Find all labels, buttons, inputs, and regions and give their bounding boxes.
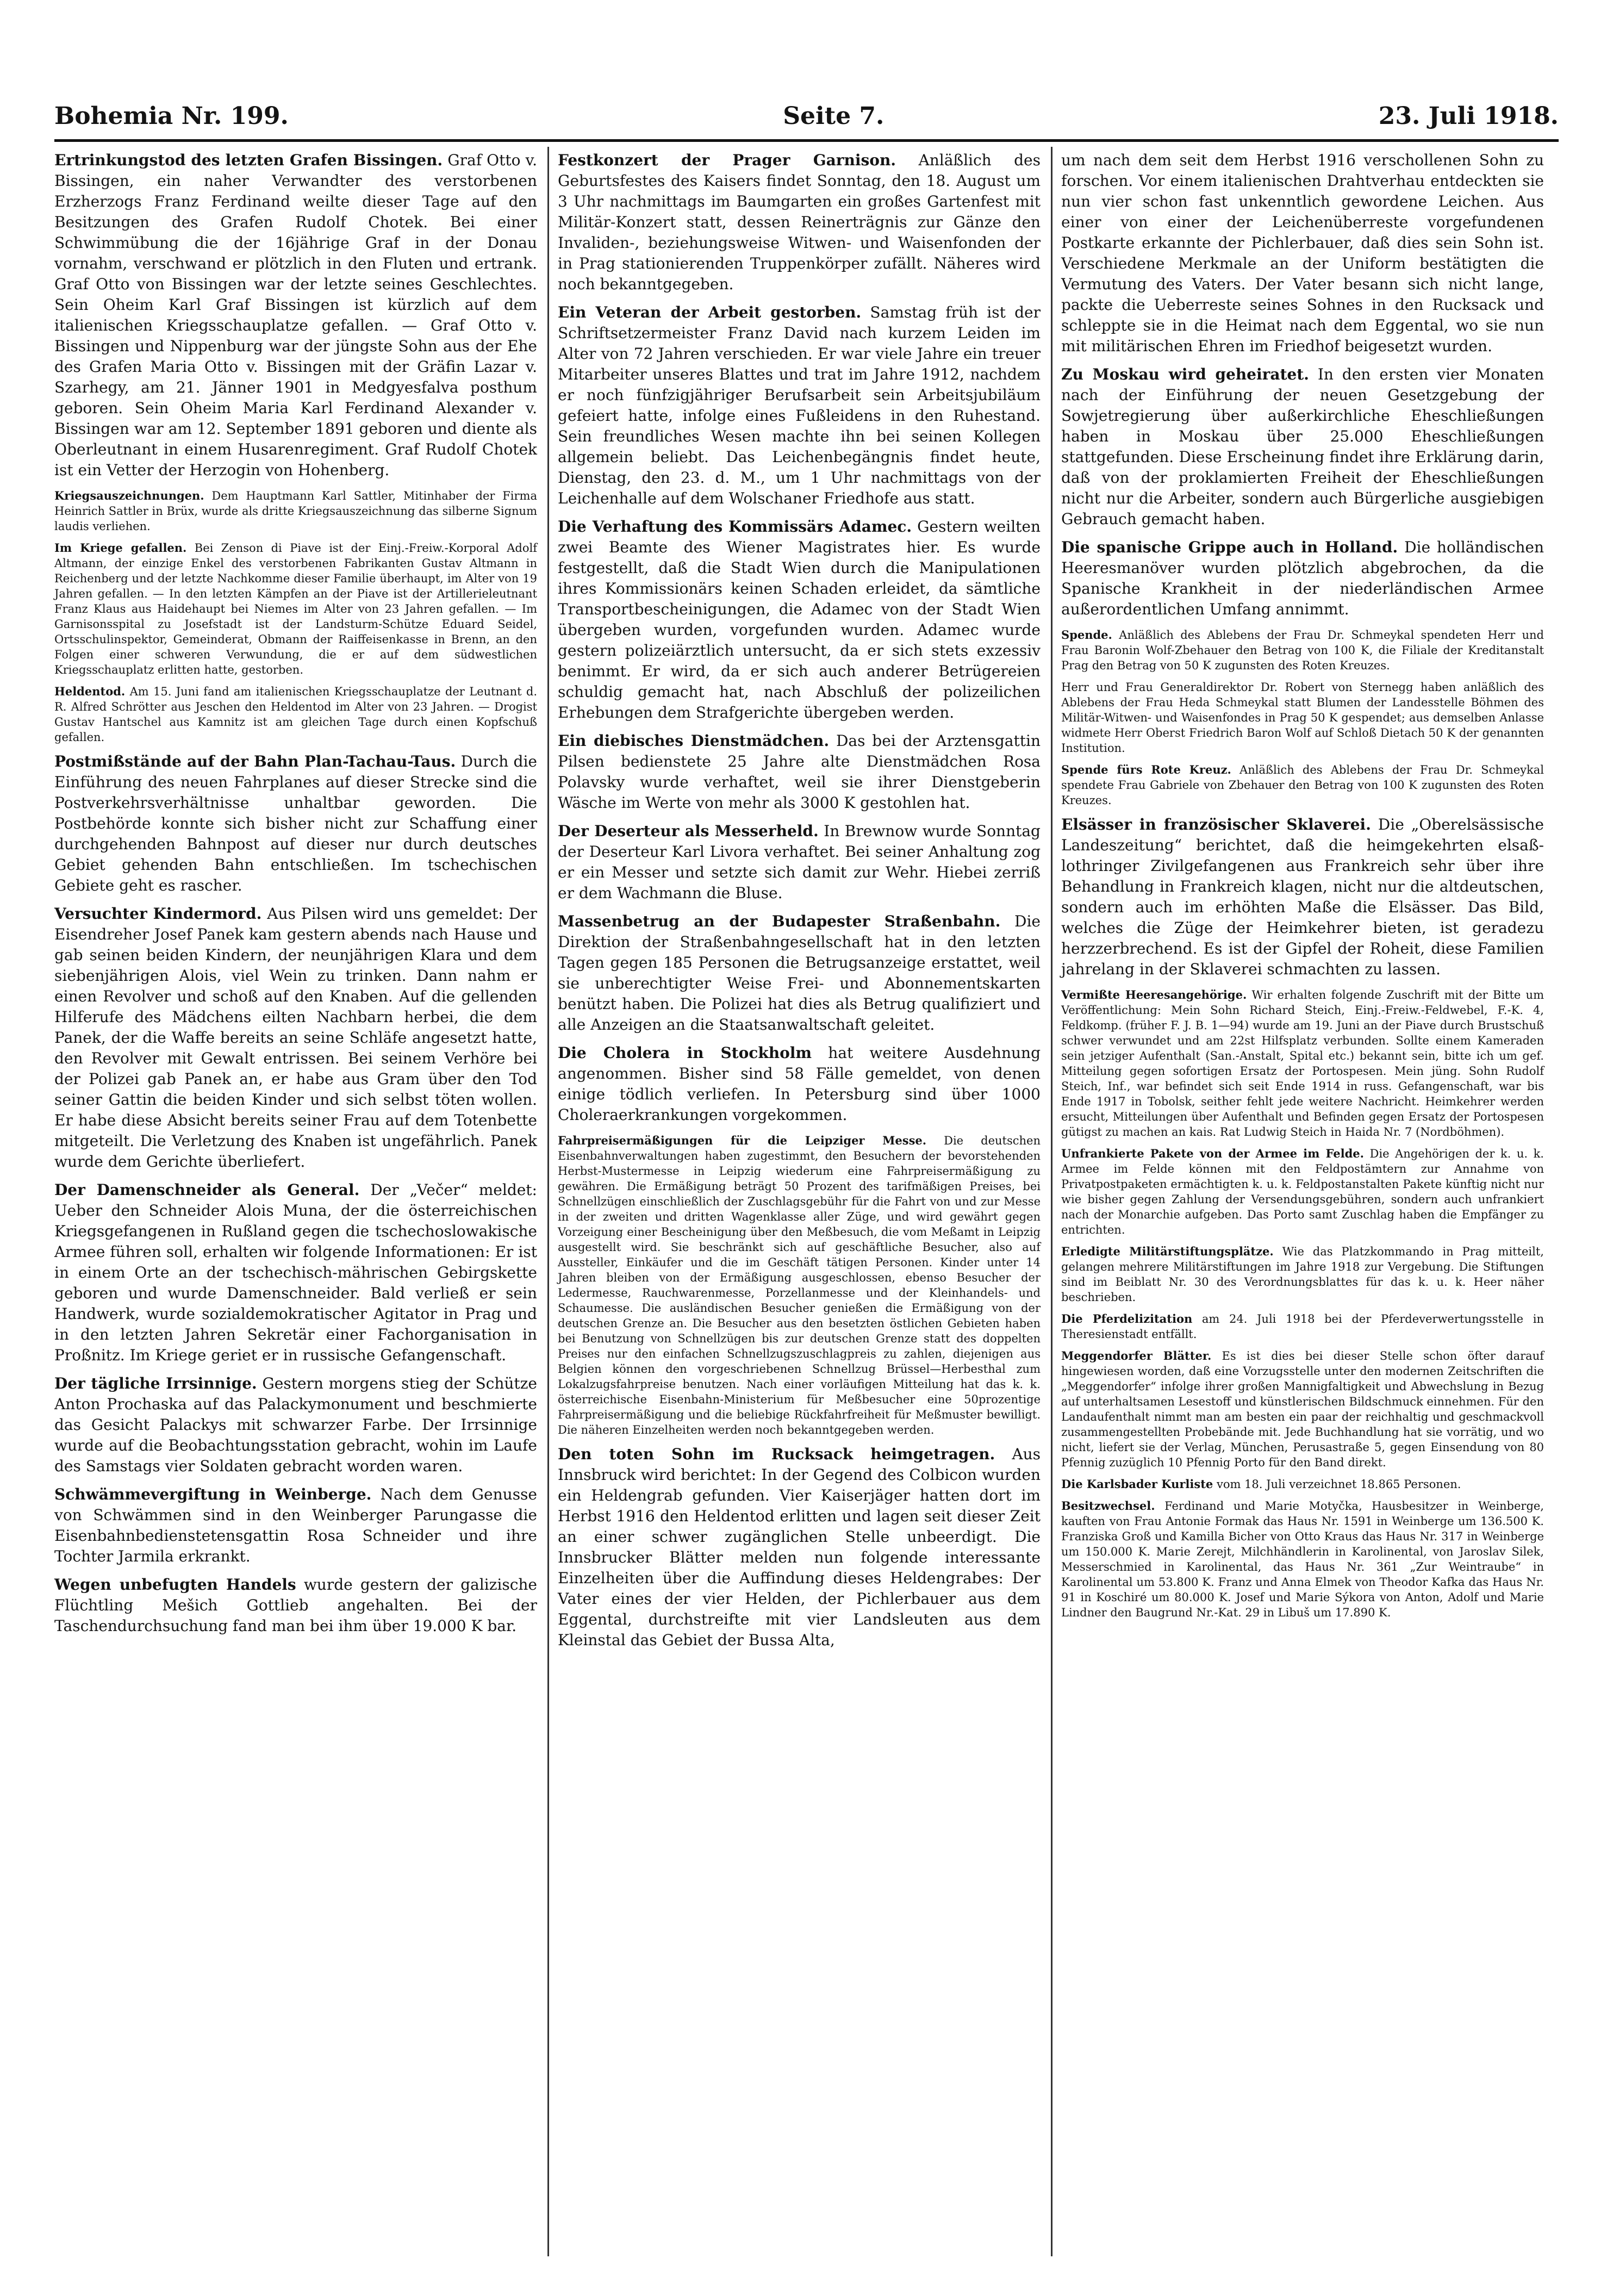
news-headline: Im Kriege gefallen.: [54, 541, 187, 555]
news-body: Anläßlich des Geburtsfestes des Kaisers findet Sonntag, den 18. August um 3 Uhr nachmittags im Baumgarten ein großes Gartenfest mit Militär-Konzert statt, dessen Reinerträgnis zur Gänze den Invaliden-, beziehungsweise Witwen- und Waisenfonden der in Prag stationierenden Truppenkörper zufällt. Näheres wird noch bekanntgegeben.: [558, 151, 1041, 293]
news-item: [1061, 627, 1544, 673]
news-headline: Der Deserteur als Messerheld.: [558, 822, 819, 840]
news-item: [1061, 762, 1544, 808]
news-item: [558, 1043, 1041, 1125]
news-item: [1061, 987, 1544, 1140]
news-headline: Die Cholera in Stockholm: [558, 1044, 812, 1062]
news-body: Herr und Frau Generaldirektor Dr. Robert von Sternegg haben anläßlich des Ablebens der Frau Heda Schmeykal statt Blumen der Landesstelle Böhmen des Militär-Witwen- und Waisenfondes in Prag 50 K gespendet; aus demselben Anlasse widmete Herr Oberst Friedrich Baron Wolf auf Schloß Dietach 50 K der genannten Institution.: [1061, 681, 1544, 755]
news-body: am 24. Juli 1918 bei der Pferdeverwertungsstelle in Theresienstadt entfällt.: [1061, 1312, 1544, 1341]
news-headline: Die Verhaftung des Kommissärs Adamec.: [558, 518, 912, 536]
news-body: Die „Oberelsässische Landeszeitung“ berichtet, daß die heimgekehrten elsaß-lothringer Zivilgefangenen aus Frankreich sehr über ihre Behandlung in Frankreich klagen, nicht nur die altdeutschen, sondern auch im erhöhten Maße die Elsässer. Das Bild, welches die Züge der Heimkehrer bieten, ist geradezu herzzerbrechend. Es ist der Gipfel der Roheit, diese Familien jahrelang in der Sklaverei schmachten zu lassen.: [1061, 816, 1545, 978]
masthead-issue: Bohemia Nr. 199.: [54, 102, 289, 130]
news-item: [1061, 814, 1544, 980]
news-item: [1061, 1348, 1544, 1470]
news-body: vom 18. Juli verzeichnet 18.865 Personen.: [1216, 1478, 1461, 1491]
news-headline: Ertrinkungstod des letzten Grafen Bissingen.: [54, 151, 443, 169]
issue-date: 23. Juli 1918.: [1378, 102, 1559, 130]
news-headline: Festkonzert der Prager Garnison.: [558, 151, 896, 169]
news-body: Die deutschen Eisenbahnverwaltungen haben zugestimmt, den Besuchern der bevorstehenden Herbst-Mustermesse in Leipzig wiederum eine Fahrpreisermäßigung zu gewähren. Die Ermäßigung beträgt 50 Prozent des tarifmäßigen Preises, bei Schnellzügen einschließlich der Zuschlagsgebühr für die Fahrt von und zur Messe in der zweiten und dritten Wagenklasse aller Züge, und wird gewährt gegen Vorzeigung einer Bescheinigung über den Meßbesuch, die vom Meßamt in Leipzig ausgestellt wird. Sie beschränkt sich auf geschäftliche Besucher, also auf Aussteller, Einkäufer und die im Geschäft tätigen Personen. Kinder unter 14 Jahren bleiben von der Ermäßigung ausgeschlossen, ebenso Besucher der Ledermesse, Rauchwarenmesse, Porzellanmesse und der Kleinhandels- und Schaumesse. Die ausländischen Besucher genießen die Ermäßigung von der deutschen Grenze an. Die Besucher aus den besetzten östlichen Gebieten haben bei Benutzung von Schnellzügen bis zur deutschen Grenze statt des doppelten Preises nur den einfachen Schnellzugszuschlagpreis zu zahlen, diejenigen aus Belgien können den vorgeschriebenen Schnellzug Brüssel—Herbesthal zum Lokalzugsfahrpreise benutzen. Nach einer vorläufigen Mitteilung hat das k. k. österreichische Eisenbahn-Ministerium für Meßbesucher eine 50prozentige Fahrpreisermäßigung und die beliebige Rückfahrfreiheit für Meßmuster bewilligt. Die näheren Einzelheiten werden noch bekanntgegeben werden.: [558, 1134, 1041, 1436]
page-number: Seite 7.: [783, 102, 885, 130]
news-item: [54, 1373, 537, 1477]
news-body: Die Angehörigen der k. u. k. Armee im Felde können mit den Feldpostämtern zur Annahme von Privatpostpaketen ermächtigten k. u. k. Feldpostanstalten Pakete künftig nicht nur wie bisher gegen Zahlung der Versendungsgebühren, sondern auch unfrankiert nach der Monarchie aufgeben. Das Porto samt Zuschlag haben die Empfänger zu entrichten.: [1061, 1147, 1544, 1236]
news-headline: Meggendorfer Blätter.: [1061, 1349, 1212, 1362]
news-body: Aus Innsbruck wird berichtet: In der Gegend des Colbicon wurden ein Heldengrab gefunden. Vier Kaiserjäger hatten dort im Herbst 1916 den Heldentod erlitten und lagen seit dieser Zeit an einer schwer zugänglichen Stelle unbeerdigt. Die Innsbrucker Blätter melden nun folgende interessante Einzelheiten über die Auffindung dieses Heldengrabes: Der Vater eines der vier Helden, der Pichlerbauer aus dem Eggental, durchstreifte mit vier Landsleuten aus dem Kleinstal das Gebiet der Bussa Alta,: [558, 1445, 1041, 1649]
news-body: Gestern morgens stieg der Schütze Anton Prochaska auf das Palackymonument und beschmierte das Gesicht Palackys mit schwarzer Farbe. Der Irrsinnige wurde auf die Beobachtungsstation gebracht, wohin im Laufe des Samstags vier Soldaten gebracht worden waren.: [54, 1374, 537, 1475]
news-headline: Fahrpreisermäßigungen für die Leipziger Messe.: [558, 1134, 927, 1147]
news-item: [54, 150, 537, 481]
news-headline: Der Damenschneider als General.: [54, 1181, 360, 1199]
news-body: Es ist dies bei dieser Stelle schon öfter darauf hingewiesen worden, daß eine Vorzugsstelle unter den modernen Zeitschriften die „Meggendorfer“ infolge ihrer großen Mannigfaltigkeit und Abwechslung in Bezug auf unterhaltsamen Lesestoff und künstlerischen Bildschmuck einnehmen. Für den Landaufenthalt nimmt man am besten ein paar der reichhaltig und geschmackvoll zusammengestellten Probebände mit. Jede Buchhandlung hat sie vorrätig, und wo nicht, liefert sie der Verlag, München, Perusastraße 5, gegen Einsendung von 80 Pfennig zuzüglich 10 Pfennig Porto für den Band direkt.: [1061, 1349, 1544, 1469]
news-item: [1061, 680, 1544, 756]
page-header: [54, 97, 1559, 135]
news-body: Der „Večer“ meldet: Ueber den Schneider Alois Muna, der die österreichischen Kriegsgefangenen in Rußland gegen die tschechoslowakische Armee führen soll, erhalten wir folgende Informationen: Er ist in einem Orte an der tschechisch-mährischen Gebirgskette geboren und wurde Damenschneider. Bald verließ er sein Handwerk, wurde sozialdemokratischer Agitator in Prag und in den letzten Jahren Sekretär einer Fachorganisation in Proßnitz. Im Kriege geriet er in russische Gefangenschaft.: [54, 1181, 537, 1364]
news-body: Durch die Einführung des neuen Fahrplanes auf dieser Strecke sind die Postverkehrsverhältnisse unhaltbar geworden. Die Postbehörde konnte sich bisher nicht zur Schaffung einer durchgehenden Bahnpost auf dieser nur durch deutsches Gebiet gehenden Bahn entschließen. Im tschechischen Gebiete geht es rascher.: [54, 752, 538, 894]
news-item: [54, 684, 537, 745]
news-body: Dem Hauptmann Karl Sattler, Mitinhaber der Firma Heinrich Sattler in Brüx, wurde als dritte Kriegsauszeichnung das silberne Signum laudis verliehen.: [54, 489, 537, 533]
news-item: [1061, 1498, 1544, 1620]
news-headline: Spende.: [1061, 628, 1112, 642]
column-divider: [1051, 147, 1053, 2256]
news-item: [1061, 150, 1544, 357]
news-headline: Unfrankierte Pakete von der Armee im Felde.: [1061, 1147, 1364, 1160]
news-headline: Postmißstände auf der Bahn Plan-Tachau-Taus.: [54, 752, 456, 770]
news-body: hat weitere Ausdehnung angenommen. Bisher sind 58 Fälle gemeldet, von denen einige tödlich verliefen. In Petersburg sind über 1000 Choleraerkrankungen vorgekommen.: [558, 1044, 1041, 1124]
news-headline: Die Karlsbader Kurliste: [1061, 1477, 1213, 1491]
news-body: Die holländischen Heeresmanöver wurden plötzlich abgebrochen, da die Spanische Krankheit in der niederländischen Armee außerordentlichen Umfang annimmt.: [1061, 538, 1544, 618]
news-item: [558, 517, 1041, 723]
header-rule: [54, 139, 1559, 142]
news-body: Aus Pilsen wird uns gemeldet: Der Eisendreher Josef Panek kam gestern abends nach Hause und gab seinen beiden Kindern, der neunjährigen Klara und dem siebenjährigen Alois, viel Wein zu trinken. Dann nahm er einen Revolver und schoß auf den Knaben. Auf die gellenden Hilferufe des Mädchens eilten Nachbarn herbei, die dem Panek, der die Waffe bereits an seine Schläfe angesetzt hatte, den Revolver mit Gewalt entrissen. Bei seinem Verhöre bei der Polizei gab Panek an, er habe aus Gram über den Tod seiner Gattin die beiden Kinder und sich selbst töten wollen. Er habe diese Absicht bereits seiner Frau auf dem Totenbette mitgeteilt. Die Verletzung des Knaben ist ungefährlich. Panek wurde dem Gerichte überliefert.: [54, 905, 538, 1171]
news-item: [558, 150, 1041, 295]
news-body: In Brewnow wurde Sonntag der Deserteur Karl Livora verhaftet. Bei seiner Anhaltung zog er ein Messer und setzte sich damit zur Wehr. Hiebei zerriß er dem Wachmann die Bluse.: [558, 822, 1041, 902]
news-body: Die Direktion der Straßenbahngesellschaft hat in den letzten Tagen gegen 185 Personen die Betrugsanzeige erstattet, weil sie unberechtigter Weise Frei- und Abonnementskarten benützt haben. Die Polizei hat dies als Betrug qualifiziert und alle Anzeigen an die Staatsanwaltschaft geleitet.: [558, 912, 1041, 1034]
news-headline: Schwämmevergiftung in Weinberge.: [54, 1485, 372, 1503]
news-item: [54, 1180, 537, 1366]
news-item: [1061, 1477, 1544, 1492]
news-headline: Versuchter Kindermord.: [54, 905, 262, 923]
news-headline: Zu Moskau wird geheiratet.: [1061, 365, 1309, 383]
news-headline: Heldentod.: [54, 685, 126, 698]
news-body: Am 15. Juni fand am italienischen Kriegsschauplatze der Leutnant d. R. Alfred Schrötter aus Jeschen den Heldentod im Alter von 23 Jahren. — Drogist Gustav Hantschel aus Kamnitz ist am gleichen Tage durch einen Kopfschuß gefallen.: [54, 685, 538, 744]
news-headline: Kriegsauszeichnungen.: [54, 489, 204, 502]
news-headline: Vermißte Heeresangehörige.: [1061, 988, 1247, 1001]
news-item: [558, 731, 1041, 813]
column-2: [558, 150, 1041, 1658]
news-headline: Elsässer in französischer Sklaverei.: [1061, 816, 1371, 833]
news-item: [54, 1484, 537, 1567]
news-headline: Besitzwechsel.: [1061, 1499, 1155, 1513]
news-headline: Erledigte Militärstiftungsplätze.: [1061, 1245, 1274, 1258]
news-body: Wir erhalten folgende Zuschrift mit der Bitte um Veröffentlichung: Mein Sohn Richard Steich, Einj.-Freiw.-Feldwebel, F.-K. 4, Feldkomp. (früher F. J. B. 1—94) wurde am 19. Juni an der Piave durch Brustschuß schwer verwundet und am 22st Hilfsplatz verbunden. Sollte einem Kameraden sein jetziger Aufenthalt (San.-Anstalt, Spital etc.) bekannt sein, bitte ich um gef. Mitteilung gegen sofortigen Ersatz der Portospesen. Mein jüng. Sohn Rudolf Steich, Inf., war befindet sich seit Ende 1914 in russ. Gefangenschaft, war bis Ende 1917 in Tobolsk, seither fehlt jede weitere Nachricht. Heimkehrer werden ersucht, Mitteilungen über Aufenthalt und Befinden gegen Ersatz der Portospesen gütigst zu machen an kais. Rat Ludwig Steich in Haida Nr. 7 (Nordböhmen).: [1061, 988, 1544, 1138]
news-item: [558, 911, 1041, 1035]
news-headline: Massenbetrug an der Budapester Straßenbahn.: [558, 912, 1001, 930]
column-divider: [547, 147, 549, 2256]
news-item: [558, 302, 1041, 509]
news-headline: Der tägliche Irrsinnige.: [54, 1374, 257, 1392]
news-headline: Die spanische Grippe auch in Holland.: [1061, 538, 1398, 556]
news-body: Graf Otto v. Bissingen, ein naher Verwandter des verstorbenen Erzherzogs Franz Ferdinand weilte dieser Tage auf den Besitzungen des Grafen Rudolf Chotek. Bei einer Schwimmübung die der 16jährige Graf in der Donau vornahm, verschwand er plötzlich in den Fluten und ertrank. Graf Otto von Bissingen war der letzte seines Geschlechtes. Sein Oheim Karl Graf Bissingen ist kürzlich auf dem italienischen Kriegsschauplatze gefallen. — Graf Otto v. Bissingen und Nippenburg war der jüngste Sohn aus der Ehe des Grafen Maria Otto v. Bissingen mit der Gräfin Lazar v. Szarhegy, am 21. Jänner 1901 in Medgyesfalva posthum geboren. Sein Oheim Maria Karl Ferdinand Alexander v. Bissingen war am 12. September 1891 geboren und diente als Oberleutnant in einem Husarenregiment. Graf Rudolf Chotek ist ein Vetter der Herzogin von Hohenberg.: [54, 151, 537, 479]
news-body: In den ersten vier Monaten nach der Einführung der neuen Gesetzgebung der Sowjetregierung über außerkirchliche Eheschließungen haben in Moskau über 25.000 Eheschließungen stattgefunden. Diese Erscheinung findet ihre Erklärung darin, daß von der proklamierten Freiheit der Eheschließungen nicht nur die Arbeiter, sondern auch Bürgerliche ausgiebigen Gebrauch gemacht haben.: [1061, 365, 1544, 528]
news-body: Anläßlich des Ablebens der Frau Dr. Schmeykal spendete Frau Gabriele von Zbehauer den Betrag von 100 K zugunsten des Roten Kreuzes.: [1061, 763, 1544, 807]
news-item: [1061, 1311, 1544, 1342]
news-item: [54, 904, 537, 1172]
news-item: [54, 488, 537, 534]
news-headline: Die Pferdelizitation: [1061, 1312, 1193, 1326]
news-body: Bei Zenson di Piave ist der Einj.-Freiw.-Korporal Adolf Altmann, der einzige Enkel des verstorbenen Fabrikanten Gustav Altmann in Reichenberg und der letzte Nachkomme dieser Familie überhaupt, im Alter von 19 Jahren gefallen. — In den letzten Kämpfen an der Piave ist der Artillerieleutnant Franz Klaus aus Haidehaupt bei Niemes im Alter von 23 Jahren gefallen. — Im Garnisonsspital zu Josefstadt ist der Landsturm-Schütze Eduard Seidel, Ortsschulinspektor, Gemeinderat, Obmann der Raiffeisenkasse in Brenn, an den Folgen einer schweren Verwundung, die er auf dem südwestlichen Kriegsschauplatz erlitten hatte, gestorben.: [54, 542, 537, 676]
news-body: Anläßlich des Ablebens der Frau Dr. Schmeykal spendeten Herr und Frau Baronin Wolf-Zbehauer den Betrag von 100 K, die Filiale der Kreditanstalt Prag den Betrag von 50 K zugunsten des Roten Kreuzes.: [1061, 629, 1544, 672]
news-body: um nach dem seit dem Herbst 1916 verschollenen Sohn zu forschen. Vor einem italienischen Drahtverhau entdeckten sie nun vier schon fast unkenntlich gewordene Leichen. Aus einer von einer der Leichenüberreste vorgefundenen Postkarte erkannte der Pichlerbauer, daß dies sein Sohn ist. Verschiedene Merkmale an der Uniform bestätigten die Vermutung des Vaters. Der Vater besann sich nicht lange, packte die Ueberreste seines Sohnes in den Rucksack und schleppte sie in die Heimat nach dem Eggental, wo sie nun mit militärischen Ehren im Friedhof beigesetzt wurden.: [1061, 151, 1544, 355]
news-body: Gestern weilten zwei Beamte des Wiener Magistrates hier. Es wurde festgestellt, daß die Stadt Wien durch die Manipulationen ihres Kommissionärs keinen Schaden erleidet, da sämtliche Transportbescheinigungen, die Adamec von der Stadt Wien übergeben wurden, vorgefunden wurden. Adamec wurde gestern polizeiärztlich untersucht, da er sich stets exzessiv benimmt. Er wird, da er sich auch anderer Betrügereien schuldig gemacht hat, nach Abschluß der polizeilichen Erhebungen dem Strafgerichte übergeben werden.: [558, 518, 1041, 721]
news-item: [1061, 1244, 1544, 1305]
news-item: [558, 1444, 1041, 1651]
news-headline: Ein diebisches Dienstmädchen.: [558, 732, 830, 750]
column-1: [54, 150, 537, 1644]
news-body: wurde gestern der galizische Flüchtling Mešich Gottlieb angehalten. Bei der Taschendurchsuchung fand man bei ihm über 19.000 K bar.: [54, 1576, 537, 1635]
news-body: Das bei der Arztensgattin Pilsen bedienstete 25 Jahre alte Dienstmädchen Rosa Polavsky wurde verhaftet, weil sie ihrer Dienstgeberin Wäsche im Werte von mehr als 3000 K gestohlen hat.: [558, 732, 1041, 812]
news-headline: Wegen unbefugten Handels: [54, 1576, 296, 1594]
news-item: [1061, 537, 1544, 620]
news-body: Nach dem Genusse von Schwämmen sind in den Weinberger Parungasse die Eisenbahnbedienstetensgattin Rosa Schneider und ihre Tochter Jarmila erkrankt.: [54, 1485, 537, 1565]
news-headline: Den toten Sohn im Rucksack heimgetragen.: [558, 1445, 995, 1463]
news-headline: Ein Veteran der Arbeit gestorben.: [558, 303, 862, 321]
news-item: [558, 1133, 1041, 1438]
news-item: [558, 821, 1041, 904]
news-item: [1061, 1146, 1544, 1237]
news-item: [54, 540, 537, 677]
news-item: [54, 1575, 537, 1637]
news-item: [54, 751, 537, 896]
news-body: Ferdinand und Marie Motyčka, Hausbesitzer in Weinberge, kauften von Frau Antonie Formak das Haus Nr. 1591 in Weinberge um 136.500 K. Franziska Groß und Kamilla Bicher von Otto Kraus das Haus Nr. 317 in Weinberge um 150.000 K. Marie Zerejt, Milchhändlerin in Karolinental, von Jaroslav Silek, Messerschmied in Karolinental, das Haus Nr. 361 „Zur Weintraube“ in Karolinental um 53.800 K. Franz und Anna Elmek von Theodor Kafka das Haus Nr. 91 in Koschiré um 80.000 K. Josef und Marie Sýkora von Anton, Adolf und Marie Lindner den Baugrund Nr.-Kat. 29 in Libuš um 17.890 K.: [1061, 1499, 1544, 1619]
column-3: [1061, 150, 1544, 1627]
news-item: [1061, 364, 1544, 530]
news-body: Samstag früh ist der Schriftsetzermeister Franz David nach kurzem Leiden im Alter von 72 Jahren verschieden. Er war viele Jahre ein treuer Mitarbeiter unseres Blattes und trat im Jahre 1912, nachdem er noch fünfzigjähriger Berufsarbeit sein Arbeitsjubiläum gefeiert hatte, infolge eines Fußleidens in den Ruhestand. Sein freundliches Wesen machte ihn bei seinen Kollegen allgemein beliebt. Das Leichenbegängnis findet heute, Dienstag, den 23. d. M., um 1 Uhr nachmittags von der Leichenhalle auf dem Wolschaner Friedhofe aus statt.: [558, 303, 1041, 507]
news-headline: Spende fürs Rote Kreuz.: [1061, 763, 1231, 776]
news-body: Wie das Platzkommando in Prag mitteilt, gelangen mehrere Militärstiftungen im Jahre 1918 zur Vergebung. Die Stiftungen sind im Beiblatt Nr. 30 des Verordnungsblattes für das k. u. k. Heer näher beschrieben.: [1061, 1245, 1544, 1304]
